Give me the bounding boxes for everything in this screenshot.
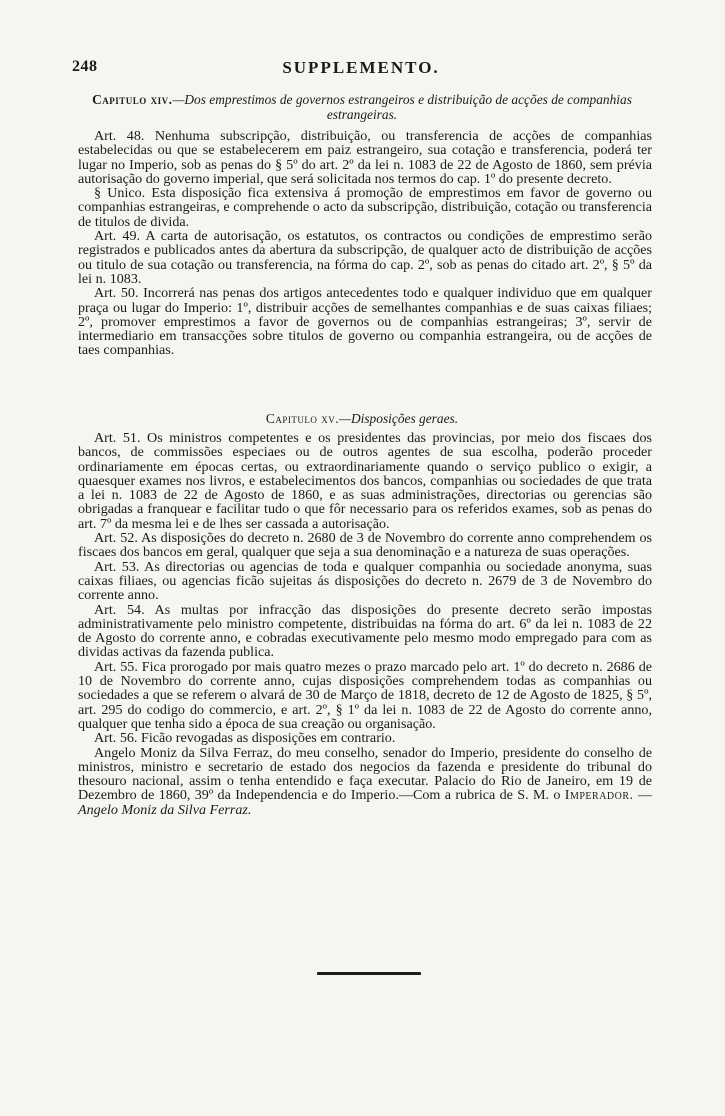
article-50: Art. 50. Incorrerá nas penas dos artigos antecedentes todo e qualquer individuo que em qualquer praça ou lugar do Imperio: 1º, distribuir acções de semelhantes companhias e de suas caixas filiaes; 2º, promover emprestimos a favor de governos ou de companhias estrangeiras; 3º, servir de intermediario em transacções sobre titulos de governo ou companhia estrangeira, ou de acções de taes companhias. bbox=[78, 285, 652, 359]
end-rule bbox=[317, 972, 421, 975]
chapter-xv-heading bbox=[72, 411, 652, 426]
article-56: Art. 56. Ficão revogadas as disposições em contrario. bbox=[94, 730, 396, 747]
article-48: Art. 48. Nenhuma subscripção, distribuição, ou transferencia de acções de companhias estabelecidas ou que se estabelecerem em paiz estrangeiro, sua cotação e transferencia, poderá ter lugar no Imperio, sob as penas do § 5º do art. 2º da lei n. 1083 de 22 de Agosto de 1860, sem prévia autorisação do governo imperial, que será solicitada nos termos do cap. 1º do presente decreto. bbox=[78, 128, 652, 187]
chapter-xiv-heading bbox=[72, 92, 652, 122]
page-header bbox=[72, 58, 650, 78]
article-52: Art. 52. As disposições do decreto n. 2680 de 3 de Novembro do corrente anno comprehendem os fiscaes dos bancos em geral, qualquer que seja a sua denominação e a natureza de suas operações. bbox=[78, 530, 652, 561]
article-53: Art. 53. As directorias ou agencias de toda e qualquer companhia ou sociedade anonyma, suas caixas filiaes, ou agencias ficão sujeitas ás disposições do decreto n. 2679 de 3 de Novembro do corrente anno. bbox=[78, 558, 652, 604]
signature-name: Angelo Moniz da Silva Ferraz. bbox=[78, 801, 252, 818]
closing-paragraph bbox=[78, 746, 652, 817]
closing-text: Angelo Moniz da Silva Ferraz, do meu conselho, senador do Imperio, presidente do conselho de ministros, ministro e secretario de estado dos negocios da fazenda e presidente do tribunal do thesouro nacional, assim o tenha entendido e faça executar. Palacio do Rio de Janeiro, em 19 de Dezembro de 1860, 39º da Independencia e do Imperio.—Com a rubrica de S. M. o bbox=[78, 744, 652, 804]
article-48-sole-paragraph: § Unico. Esta disposição fica extensiva á promoção de emprestimos em favor de governo ou companhias estrangeiras, e comprehende o acto da subscripção, distribuição, cotação ou transferencia de titulos de divida. bbox=[78, 185, 652, 230]
article-55: Art. 55. Fica prorogado por mais quatro mezes o prazo marcado pelo art. 1º do decreto n. 2686 de 10 de Novembro do corrente anno, cujas disposições comprehendem todas as companhias ou sociedades a que se referem o alvará de 30 de Março de 1818, decreto de 12 de Agosto de 1825, § 5º, art. 295 do codigo do commercio, e art. 2º, § 1º da lei n. 1083 de 22 de Agosto do corrente anno, qualquer que tenha sido a época de sua creação ou organisação. bbox=[78, 658, 652, 732]
chapter-xv-title: —Disposições geraes. bbox=[339, 411, 459, 426]
article-51: Art. 51. Os ministros competentes e os presidentes das provincias, por meio dos fiscaes dos bancos, de commissões especiaes ou de outros agentes de sua escolha, poderão proceder ordinariamente em épocas certas, ou extraordinariamente quando o serviço publico o exigir, a quaesquer exames nos livros, e estabelecimentos dos bancos, companhias ou sociedades de que trata a lei n. 1083 de 22 de Agosto de 1860, e as suas administrações, directorias ou gerencias são obrigadas a franquear e facilitar tudo o que fôr necessario para os referidos exames, sob as penas do art. 7º da mesma lei e de lhes ser cassada a autorisação. bbox=[78, 430, 652, 532]
article-49: Art. 49. A carta de autorisação, os estatutos, os contractos ou condições de emprestimo serão registrados e publicados antes da abertura da subscripção, de qualquer acto de distribuição de acções ou titulo de sua cotação ou transferencia, na fórma do cap. 2º, sob as penas do citado art. 2º, § 5º da lei n. 1083. bbox=[78, 228, 652, 287]
chapter-xiv-title: —Dos emprestimos de governos estrangeiros e distribuição de acções de companhias estrangeiras. bbox=[172, 92, 632, 122]
imperial-rubric: Imperador. bbox=[564, 787, 634, 804]
signature-separator: — bbox=[633, 787, 653, 804]
running-title: SUPPLEMENTO. bbox=[282, 58, 440, 77]
chapter-xv-body bbox=[78, 431, 652, 817]
chapter-xv-label: Capitulo xv. bbox=[265, 411, 340, 426]
chapter-xiv-label: Capitulo xiv. bbox=[92, 92, 173, 107]
article-54: Art. 54. As multas por infracção das disposições do presente decreto serão impostas administrativamente pelo ministro competente, distribuidas na fórma do art. 6º da lei n. 1083 de 22 de Agosto do corrente anno, e cobradas executivamente pelo mesmo modo empregado para com as dividas activas da fazenda publica. bbox=[78, 601, 652, 661]
chapter-xiv-body bbox=[78, 129, 652, 358]
page-number: 248 bbox=[72, 58, 98, 75]
